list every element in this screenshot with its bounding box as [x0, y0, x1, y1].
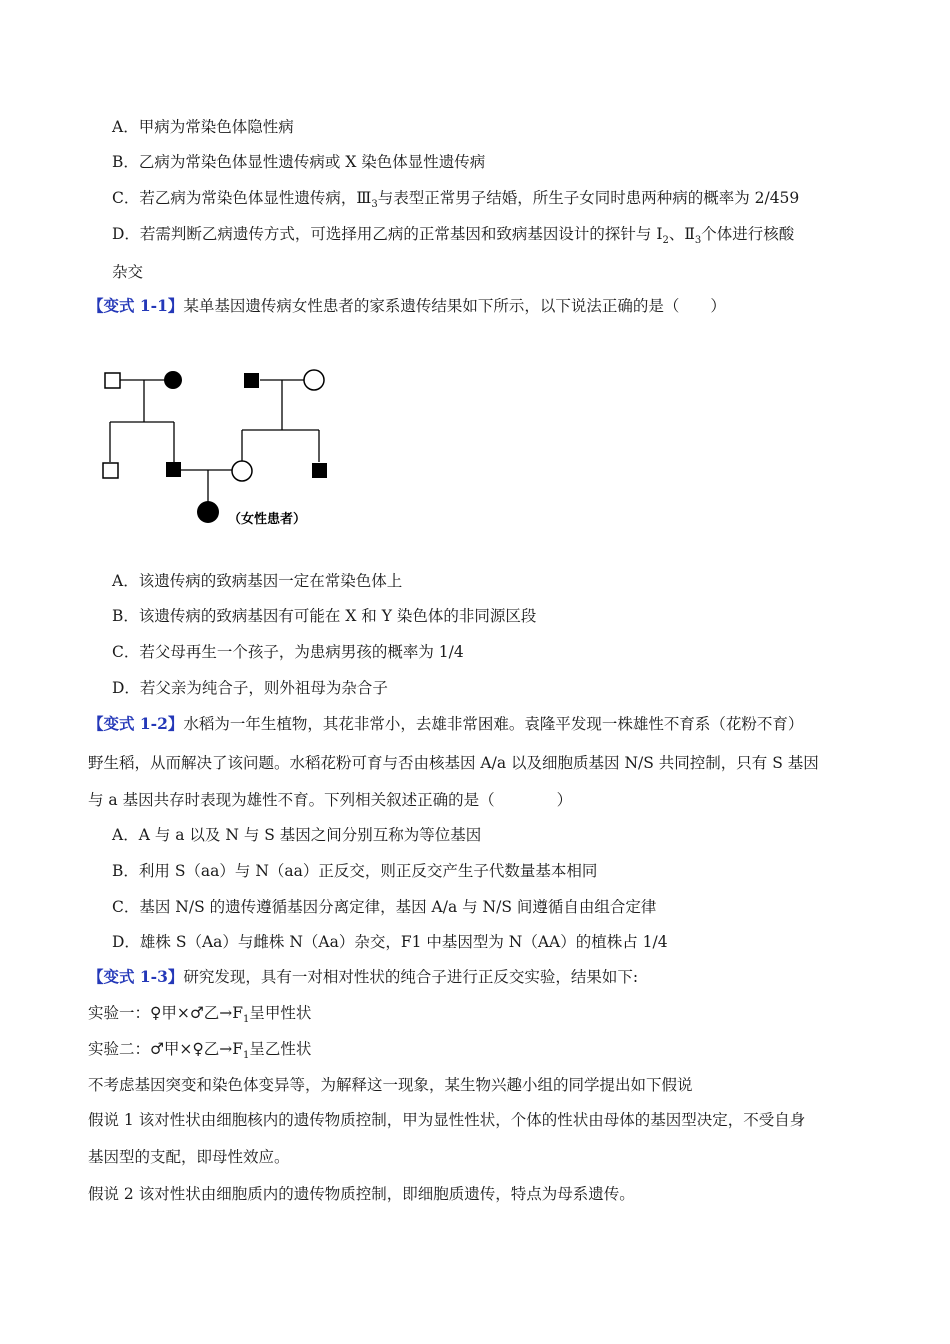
v11-option-b: B．该遗传病的致病基因有可能在 X 和 Y 染色体的非同源区段 [112, 607, 537, 625]
v11-option-a: A．该遗传病的致病基因一定在常染色体上 [112, 572, 403, 590]
pedigree-maternal-grandfather-affected [244, 373, 259, 388]
q1-option-a: A．甲病为常染色体隐性病 [112, 118, 294, 136]
variant-1-2-stem-line-1: 【变式 1-2】水稻为一年生植物，其花非常小，去雄非常困难。袁隆平发现一株雄性不育系（花粉不育） [88, 714, 804, 733]
pedigree-caption: （女性患者） [228, 512, 307, 527]
variant-1-3-stem: 【变式 1-3】研究发现，具有一对相对性状的纯合子进行正反交实验，结果如下: [88, 967, 639, 986]
variant-1-2-tag: 【变式 1-2】 [88, 714, 184, 733]
variant-1-2-stem-line-3: 与 a 基因共存时表现为雄性不育。下列相关叙述正确的是（ ） [88, 791, 573, 809]
variant-1-3-tag: 【变式 1-3】 [88, 967, 184, 986]
variant-1-2-stem-line-2: 野生稻，从而解决了该问题。水稻花粉可育与否由核基因 A/a 以及细胞质基因 N/S 共同控制，只有 S 基因 [88, 754, 819, 772]
v12-option-d: D．雄株 S（Aa）与雌株 N（Aa）杂交，F1 中基因型为 N（AA）的植株占 1/4 [112, 933, 668, 951]
variant-1-1-tag: 【变式 1-1】 [88, 296, 184, 315]
v12-option-c: C．基因 N/S 的遗传遵循基因分离定律，基因 A/a 与 N/S 间遵循自由组合定律 [112, 898, 657, 916]
v12-option-b: B．利用 S（aa）与 N（aa）正反交，则正反交产生子代数量基本相同 [112, 862, 598, 880]
pedigree-uncle-unaffected [103, 463, 118, 478]
v12-option-a: A．A 与 a 以及 N 与 S 基因之间分别互称为等位基因 [112, 826, 482, 844]
hypothesis-1-line-1: 假说 1 该对性状由细胞核内的遗传物质控制，甲为显性性状，个体的性状由母体的基因型决定，不受自身 [88, 1111, 806, 1129]
pedigree-proband-female-affected [197, 501, 219, 523]
pedigree-mother-unaffected [232, 461, 252, 481]
pedigree-diagram [96, 362, 346, 534]
hypothesis-2: 假说 2 该对性状由细胞质内的遗传物质控制，即细胞质遗传，特点为母系遗传。 [88, 1185, 635, 1203]
pedigree-grandfather-unaffected [105, 373, 120, 388]
experiment-2: 实验二：♂甲×♀乙$\to F_1$呈乙性状 [88, 1040, 312, 1062]
pedigree-maternal-grandmother-unaffected [304, 370, 324, 390]
v11-option-d: D．若父亲为纯合子，则外祖母为杂合子 [112, 679, 388, 697]
q1-option-d-continued: 杂交 [112, 263, 144, 281]
v11-option-c: C．若父母再生一个孩子，为患病男孩的概率为 1/4 [112, 643, 464, 661]
variant-1-3-premise: 不考虑基因突变和染色体变异等，为解释这一现象，某生物兴趣小组的同学提出如下假说 [88, 1076, 693, 1094]
variant-1-1-stem: 【变式 1-1】某单基因遗传病女性患者的家系遗传结果如下所示，以下说法正确的是（ ） [88, 296, 726, 315]
pedigree-grandmother-affected [164, 371, 182, 389]
hypothesis-1-line-2: 基因型的支配，即母性效应。 [88, 1148, 290, 1166]
q1-option-b: B．乙病为常染色体显性遗传病或 X 染色体显性遗传病 [112, 153, 486, 171]
q1-option-d: D．若需判断乙病遗传方式，可选择用乙病的正常基因和致病基因设计的探针与 $I_2$、$Ⅱ_3$个体进行核酸 [112, 225, 795, 247]
experiment-1: 实验一：♀甲×♂乙$\to F_1$呈甲性状 [88, 1004, 312, 1026]
q1-option-c: C．若乙病为常染色体显性遗传病，$Ⅲ_3$与表型正常男子结婚，所生子女同时患两种病的概率为 2/459 [112, 189, 800, 211]
pedigree-maternal-uncle-affected [312, 463, 327, 478]
pedigree-father-affected [166, 462, 181, 477]
